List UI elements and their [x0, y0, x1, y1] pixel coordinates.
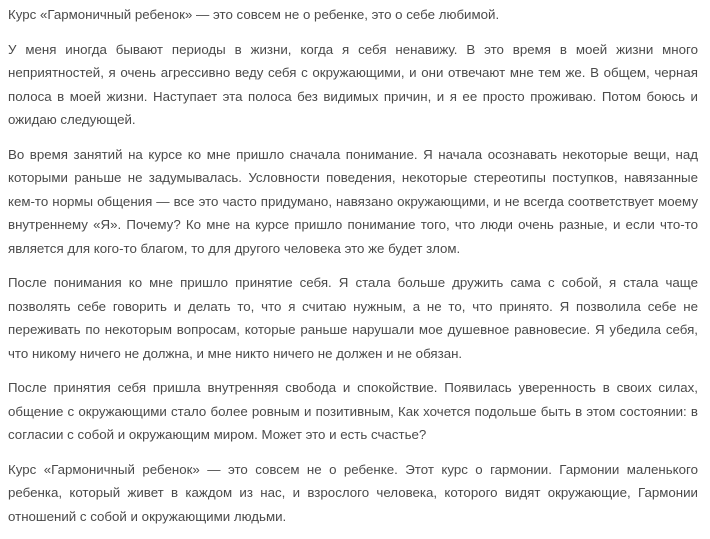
article-body — [8, 0, 698, 539]
article-paragraph-5: После принятия себя пришла внутренняя свобода и спокойствие. Появилась уверенность в своих силах, общение с окружающими стало более ровным и позитивным, Как хочется подольше быть в этом состоянии: в согласии с собой и окружающим миром. Может это и есть счастье? — [8, 380, 698, 442]
article-paragraph-2: У меня иногда бывают периоды в жизни, когда я себя ненавижу. В это время в моей жизни много неприятностей, я очень агрессивно веду себя с окружающими, и они отвечают мне тем же. В общем, черная полоса в моей жизни. Наступает эта полоса без видимых причин, и я ее просто проживаю. Потом боюсь и ожидаю следующей. — [8, 41, 698, 127]
article-paragraph-3: Во время занятий на курсе ко мне пришло сначала понимание. Я начала осознавать некоторые вещи, над которыми раньше не задумывалась. Условности поведения, некоторые стереотипы поступков, навязанные кем-то нормы общения — все это часто придумано, навязано окружающими, и не всегда соответствует моему внутреннему «Я». Почему? Ко мне на курсе пришло понимание того, что люди очень разные, и если что-то является для кого-то благом, то для другого человека это же будет злом. — [8, 146, 698, 256]
article-paragraph-6: Курс «Гармоничный ребенок» — это совсем не о ребенке. Этот курс о гармонии. Гармонии маленького ребенка, который живет в каждом из нас, и взрослого человека, которого видят окружающие, Гармонии отношений с собой и окружающими людьми. — [8, 461, 698, 524]
article-paragraph-1: Курс «Гармоничный ребенок» — это совсем не о ребенке, это о себе любимой. — [8, 7, 500, 22]
article-paragraph-4: После понимания ко мне пришло принятие себя. Я стала больше дружить сама с собой, я стала чаще позволять себе говорить и делать то, что я считаю нужным, а не то, что принято. Я позволила себе не переживать по некоторым вопросам, которые раньше нарушали мое душевное равновесие. Я убедила себя, что никому ничего не должна, и мне никто ничего не должен и не обязан. — [8, 275, 698, 361]
